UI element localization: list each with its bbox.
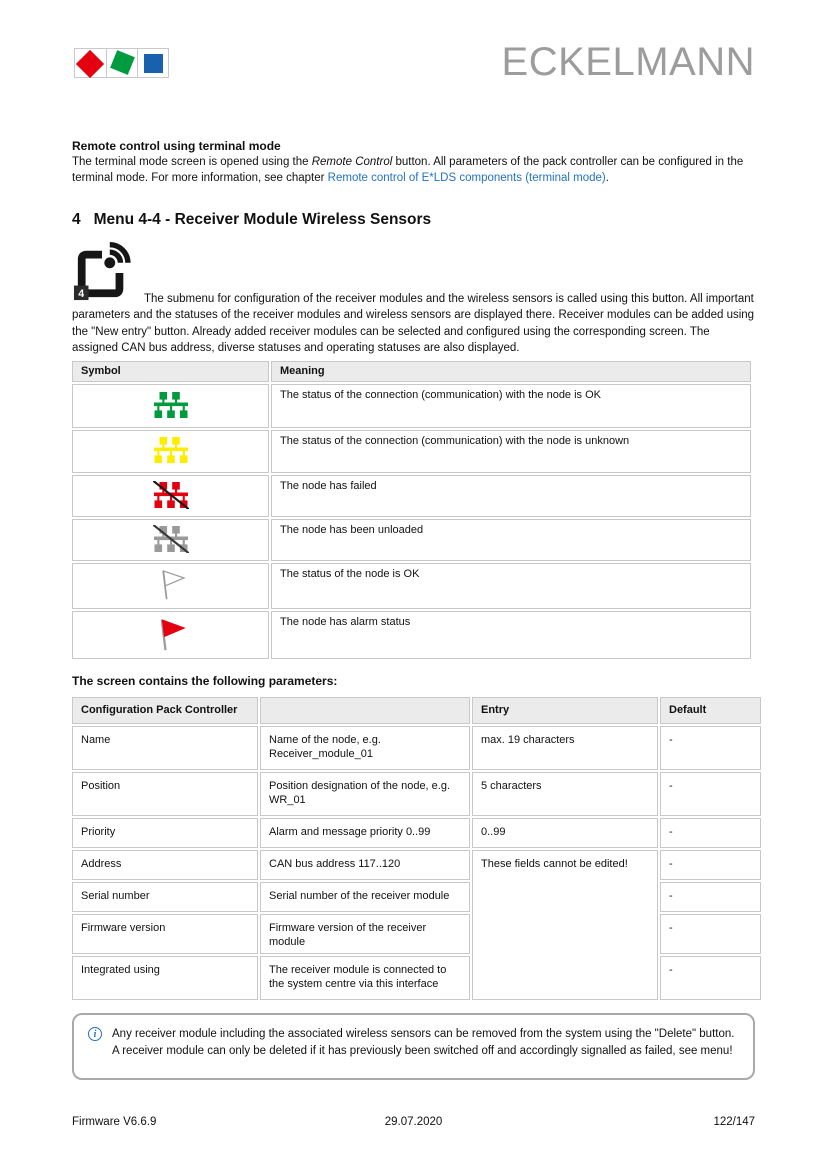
param-entry-cell: max. 19 characters xyxy=(472,726,658,770)
table-row xyxy=(72,384,751,428)
param-name-cell: Firmware version xyxy=(72,914,258,954)
param-desc-cell: Position designation of the node, e.g. WR_01 xyxy=(260,772,470,816)
symbol-column-header: Symbol xyxy=(72,361,269,382)
section-body-text: The submenu for configuration of the receiver modules and the wireless sensors is called using this button. All important parameters and the statuses of the receiver modules and wireless sensors are displayed there. Receiver modules can be added using the "New entry" button. Already added receiver modules can be selected and configured using the corresponding screen. The assigned CAN bus address, diverse statuses and operating statuses are also displayed. xyxy=(72,292,755,355)
table-row xyxy=(72,519,751,561)
remote-control-emphasis: Remote Control xyxy=(311,156,393,168)
param-name-cell: Position xyxy=(72,772,258,816)
param-name-cell: Serial number xyxy=(72,882,258,912)
param-default-cell: - xyxy=(660,772,761,816)
info-note-box xyxy=(72,1013,755,1080)
brand-wordmark: ECKELMANN xyxy=(501,40,755,84)
intro-paragraph xyxy=(72,154,755,187)
param-name-cell: Name xyxy=(72,726,258,770)
intro-text: button. All parameters of the pack controller can be configured in the terminal mode. For more information, see chapter xyxy=(72,156,744,185)
meaning-cell: The node has alarm status xyxy=(271,611,751,659)
logo-red-diamond-icon xyxy=(75,49,106,77)
table-header-row xyxy=(72,361,751,382)
config-column-header: Configuration Pack Controller xyxy=(72,697,258,724)
page-footer xyxy=(72,1116,755,1128)
chapter-cross-reference-link[interactable]: Remote control of E*LDS components (terminal mode) xyxy=(327,172,606,185)
intro-text: . xyxy=(605,172,609,185)
description-column-header xyxy=(260,697,470,724)
eckelmann-logo xyxy=(74,48,169,78)
parameters-table xyxy=(70,695,763,1002)
logo-blue-square-icon xyxy=(137,49,168,77)
logo-green-square-icon xyxy=(106,49,137,77)
symbol-meaning-table xyxy=(70,359,753,661)
table-row xyxy=(72,850,761,880)
node-status-ok-flag-outline-icon xyxy=(72,563,269,609)
param-desc-cell: Serial number of the receiver module xyxy=(260,882,470,912)
table-header-row xyxy=(72,697,761,724)
intro-heading: Remote control using terminal mode xyxy=(72,139,281,153)
section-heading xyxy=(72,211,755,229)
param-name-cell: Address xyxy=(72,850,258,880)
node-alarm-flag-red-icon xyxy=(72,611,269,659)
default-column-header: Default xyxy=(660,697,761,724)
footer-firmware-version: Firmware V6.6.9 xyxy=(72,1116,157,1128)
param-entry-merged-cell: These fields cannot be edited! xyxy=(472,850,658,1000)
intro-section xyxy=(72,138,755,187)
info-icon: i xyxy=(88,1027,102,1041)
meaning-cell: The status of the connection (communication) with the node is unknown xyxy=(271,430,751,473)
meaning-cell: The node has been unloaded xyxy=(271,519,751,561)
menu-number-badge: 4 xyxy=(78,287,85,300)
section-paragraph xyxy=(72,242,755,357)
param-desc-cell: Name of the node, e.g. Receiver_module_01 xyxy=(260,726,470,770)
meaning-cell: The status of the connection (communication) with the node is OK xyxy=(271,384,751,428)
param-desc-cell: The receiver module is connected to the system centre via this interface xyxy=(260,956,470,1000)
table-row xyxy=(72,726,761,770)
param-default-cell: - xyxy=(660,882,761,912)
node-failed-red-icon xyxy=(72,475,269,517)
node-connection-unknown-yellow-icon xyxy=(72,430,269,473)
param-desc-cell: Firmware version of the receiver module xyxy=(260,914,470,954)
node-connection-ok-green-icon xyxy=(72,384,269,428)
section-title: Menu 4-4 - Receiver Module Wireless Sensors xyxy=(93,210,432,228)
intro-text: The terminal mode screen is opened using the xyxy=(72,156,312,168)
param-name-cell: Integrated using xyxy=(72,956,258,1000)
param-default-cell: - xyxy=(660,818,761,848)
page-header xyxy=(72,40,755,86)
meaning-cell: The node has failed xyxy=(271,475,751,517)
param-default-cell: - xyxy=(660,726,761,770)
param-desc-cell: CAN bus address 117..120 xyxy=(260,850,470,880)
footer-page-number: 122/147 xyxy=(713,1116,756,1128)
param-default-cell: - xyxy=(660,956,761,1000)
footer-date: 29.07.2020 xyxy=(384,1116,443,1128)
param-default-cell: - xyxy=(660,914,761,954)
meaning-column-header: Meaning xyxy=(271,361,751,382)
node-unloaded-gray-icon xyxy=(72,519,269,561)
table-row xyxy=(72,611,751,659)
table-row xyxy=(72,475,751,517)
param-default-cell: - xyxy=(660,850,761,880)
table-row xyxy=(72,772,761,816)
meaning-cell: The status of the node is OK xyxy=(271,563,751,609)
entry-column-header: Entry xyxy=(472,697,658,724)
table-row xyxy=(72,563,751,609)
param-name-cell: Priority xyxy=(72,818,258,848)
document-page xyxy=(72,0,755,1080)
table-row xyxy=(72,818,761,848)
section-number: 4 xyxy=(72,210,81,228)
param-entry-cell: 5 characters xyxy=(472,772,658,816)
param-desc-cell: Alarm and message priority 0..99 xyxy=(260,818,470,848)
note-text: Any receiver module including the associated wireless sensors can be removed from the system using the "Delete" button. A receiver module can only be deleted if it has previously been switched off and accordingly signalled as failed, see menu! xyxy=(112,1028,735,1058)
param-entry-cell: 0..99 xyxy=(472,818,658,848)
parameters-heading: The screen contains the following parameters: xyxy=(72,674,338,689)
table-row xyxy=(72,430,751,473)
receiver-module-wireless-icon xyxy=(72,242,134,302)
